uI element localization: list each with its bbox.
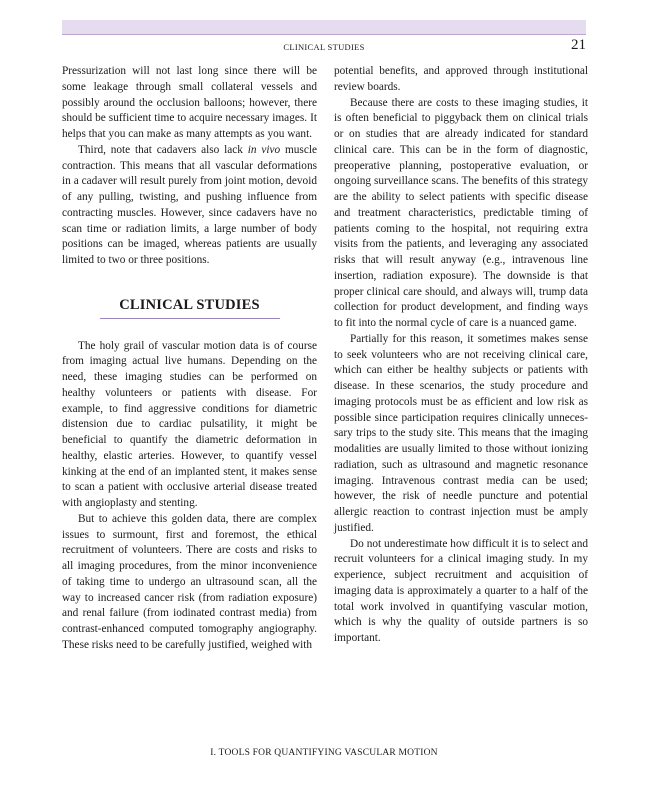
paragraph: potential benefits, and approved through institutional review boards. <box>334 65 588 93</box>
paragraph: Pressurization will not last long since there will be some leakage through small collateral vessels and possibly around the occlusion balloons; however, there should be sufficient time to acquire necessary images. It helps that you can make as many attempts as you want. <box>62 65 317 140</box>
running-title: CLINICAL STUDIES <box>283 42 365 52</box>
paragraph: Because there are costs to these imaging studies, it is often beneficial to piggyback them on clinical trials or on studies that are already indicated for standard clinical care. This can be in the form of diagnostic, preoperative planning, postoperative evaluation, or ongoing surveillance scans. The benefits of this strategy are the ability to select patients with specific disease and treatment characteristics, predictable timing of patients coming to the hospital, not requiring extra visits from the patients, and leveraging any associated risks that will result anyway (e.g., intravenous line insertion, radiation exposure). The downside is that proper clinical care should, and always will, trump data collection for product development, and finding ways to fit into the normal cycle of care is a nuanced game. <box>334 96 588 329</box>
emphasis-text: in vivo <box>247 143 281 156</box>
paragraph: The holy grail of vascular motion data is of course from imaging actual live humans. Depending on the need, these imaging studies can be performed on healthy volunteers or patients with disease. For example, to find aggressive conditions for diametric distension due to cardiac pulsatility, it might be beneficial to quantify the diametric deformation in healthy, elastic arteries. However, to quantify vessel kinking at the end of an implanted stent, it makes sense to scan a patient with occlusive arterial disease treated with angioplasty and stenting. <box>62 339 317 509</box>
section-heading-text: CLINICAL STUDIES <box>100 298 280 319</box>
paragraph <box>62 143 317 269</box>
running-head <box>62 37 586 55</box>
header-bar <box>62 20 586 35</box>
right-column <box>334 64 588 647</box>
section-heading <box>62 298 317 319</box>
page-number: 21 <box>571 37 586 53</box>
paragraph-text: Third, note that cadavers also lack <box>78 143 248 156</box>
paragraph: Partially for this reason, it sometimes makes sense to seek volunteers who are not receiving clinical care, which can either be healthy subjects or patients with disease. In these scenarios, the study procedure and imaging protocols must be as efficient and low risk as possible since participation requires clinically unnecessary trips to the study site. This means that the imaging modalities are usually limited to those without ionizing radiation, such as ultrasound and magnetic resonance imaging. Intravenous contrast media can be used; however, the risk of needle puncture and potential allergic reaction to contrast injection must be amply justified. <box>334 332 588 534</box>
paragraph-text: muscle contraction. This means that all vascular deformations in a cadaver will result purely from joint motion, devoid of any pulling, twisting, and pushing influence from contracting muscles. However, since cadavers have no scan time or radiation limits, a large number of body positions can be imaged, whereas patients are usually limited to two or three positions. <box>62 143 317 266</box>
page-footer: I. TOOLS FOR QUANTIFYING VASCULAR MOTION <box>210 748 438 758</box>
left-column <box>62 64 317 654</box>
paragraph: But to achieve this golden data, there are complex issues to surmount, first and foremost, the ethical recruitment of volunteers. There are costs and risks to all imaging procedures, from the minor inconvenience of taking time to undergo an ultrasound scan, all the way to increased cancer risk (from radiation exposure) and renal failure (from iodinated contrast media) from contrast-enhanced computed tomography angiography. These risks need to be carefully justified, weighed with <box>62 512 317 651</box>
paragraph: Do not underestimate how difficult it is to select and recruit volunteers for a clinical imaging study. In my experience, subject recruitment and acquisition of imaging data is approximately a quarter to a half of the total work involved in quantifying vascular motion, which is why the quality of outside partners is so important. <box>334 537 588 644</box>
